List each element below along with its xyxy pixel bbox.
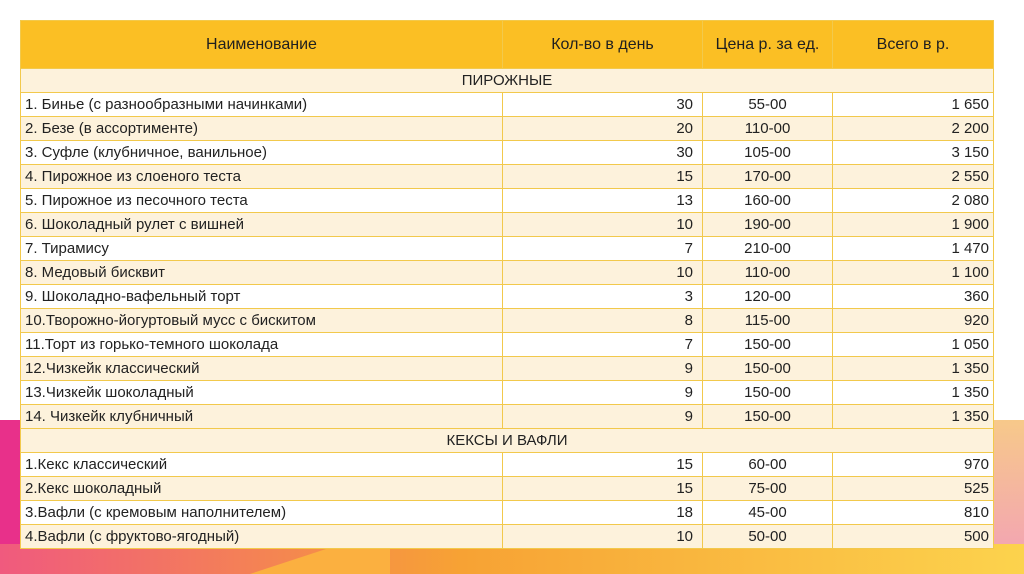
- table-row: [21, 357, 994, 381]
- table-row: [21, 189, 994, 213]
- cell-total: 1 470: [833, 237, 994, 261]
- cell-qty: 7: [503, 237, 703, 261]
- cell-price: 45-00: [703, 501, 833, 525]
- header-price: Цена р. за ед.: [703, 21, 833, 69]
- cell-qty: 18: [503, 501, 703, 525]
- cell-total: 970: [833, 453, 994, 477]
- table-row: [21, 309, 994, 333]
- cell-total: 2 200: [833, 117, 994, 141]
- cell-name: 8. Медовый бисквит: [21, 261, 503, 285]
- table-row: [21, 525, 994, 549]
- cell-name: 12.Чизкейк классический: [21, 357, 503, 381]
- table-row: [21, 333, 994, 357]
- table-header-row: [21, 21, 994, 69]
- cell-price: 120-00: [703, 285, 833, 309]
- table-row: [21, 237, 994, 261]
- price-table-container: [20, 20, 993, 549]
- cell-qty: 9: [503, 405, 703, 429]
- cell-price: 210-00: [703, 237, 833, 261]
- table-row: [21, 93, 994, 117]
- cell-total: 525: [833, 477, 994, 501]
- section-title: ПИРОЖНЫЕ: [21, 69, 994, 93]
- cell-qty: 15: [503, 165, 703, 189]
- cell-name: 4. Пирожное из слоеного теста: [21, 165, 503, 189]
- cell-name: 10.Творожно-йогуртовый мусс с бискитом: [21, 309, 503, 333]
- cell-qty: 30: [503, 141, 703, 165]
- cell-qty: 9: [503, 381, 703, 405]
- table-row: [21, 453, 994, 477]
- cell-total: 1 100: [833, 261, 994, 285]
- cell-price: 115-00: [703, 309, 833, 333]
- header-total: Всего в р.: [833, 21, 994, 69]
- cell-price: 110-00: [703, 117, 833, 141]
- cell-total: 1 900: [833, 213, 994, 237]
- cell-total: 360: [833, 285, 994, 309]
- cell-price: 150-00: [703, 381, 833, 405]
- cell-qty: 3: [503, 285, 703, 309]
- cell-total: 1 350: [833, 381, 994, 405]
- cell-price: 110-00: [703, 261, 833, 285]
- cell-qty: 13: [503, 189, 703, 213]
- cell-total: 1 350: [833, 405, 994, 429]
- cell-price: 150-00: [703, 357, 833, 381]
- cell-qty: 30: [503, 93, 703, 117]
- cell-name: 6. Шоколадный рулет с вишней: [21, 213, 503, 237]
- cell-name: 4.Вафли (с фруктово-ягодный): [21, 525, 503, 549]
- cell-name: 9. Шоколадно-вафельный торт: [21, 285, 503, 309]
- table-row: [21, 165, 994, 189]
- cell-name: 14. Чизкейк клубничный: [21, 405, 503, 429]
- cell-qty: 8: [503, 309, 703, 333]
- cell-total: 500: [833, 525, 994, 549]
- cell-name: 3. Суфле (клубничное, ванильное): [21, 141, 503, 165]
- cell-total: 2 550: [833, 165, 994, 189]
- cell-qty: 15: [503, 453, 703, 477]
- cell-qty: 9: [503, 357, 703, 381]
- cell-name: 7. Тирамису: [21, 237, 503, 261]
- cell-total: 2 080: [833, 189, 994, 213]
- header-name: Наименование: [21, 21, 503, 69]
- table-row: [21, 117, 994, 141]
- cell-price: 160-00: [703, 189, 833, 213]
- section-row: [21, 69, 994, 93]
- cell-price: 170-00: [703, 165, 833, 189]
- cell-price: 150-00: [703, 405, 833, 429]
- table-row: [21, 213, 994, 237]
- cell-name: 2.Кекс шоколадный: [21, 477, 503, 501]
- cell-qty: 15: [503, 477, 703, 501]
- price-table: [20, 20, 994, 549]
- cell-name: 11.Торт из горько-темного шоколада: [21, 333, 503, 357]
- cell-price: 55-00: [703, 93, 833, 117]
- section-title: КЕКСЫ И ВАФЛИ: [21, 429, 994, 453]
- cell-price: 60-00: [703, 453, 833, 477]
- cell-name: 13.Чизкейк шоколадный: [21, 381, 503, 405]
- table-row: [21, 141, 994, 165]
- table-row: [21, 477, 994, 501]
- cell-price: 50-00: [703, 525, 833, 549]
- cell-qty: 7: [503, 333, 703, 357]
- cell-name: 1. Бинье (с разнообразными начинками): [21, 93, 503, 117]
- table-row: [21, 501, 994, 525]
- cell-price: 75-00: [703, 477, 833, 501]
- section-row: [21, 429, 994, 453]
- cell-name: 3.Вафли (с кремовым наполнителем): [21, 501, 503, 525]
- cell-price: 105-00: [703, 141, 833, 165]
- cell-name: 5. Пирожное из песочного теста: [21, 189, 503, 213]
- cell-total: 1 050: [833, 333, 994, 357]
- table-row: [21, 405, 994, 429]
- cell-total: 1 350: [833, 357, 994, 381]
- cell-qty: 10: [503, 525, 703, 549]
- table-body: [21, 69, 994, 549]
- header-qty: Кол-во в день: [503, 21, 703, 69]
- cell-total: 1 650: [833, 93, 994, 117]
- table-row: [21, 381, 994, 405]
- table-row: [21, 285, 994, 309]
- cell-total: 810: [833, 501, 994, 525]
- cell-price: 190-00: [703, 213, 833, 237]
- cell-name: 1.Кекс классический: [21, 453, 503, 477]
- cell-qty: 10: [503, 213, 703, 237]
- cell-price: 150-00: [703, 333, 833, 357]
- cell-qty: 10: [503, 261, 703, 285]
- cell-total: 920: [833, 309, 994, 333]
- table-row: [21, 261, 994, 285]
- cell-total: 3 150: [833, 141, 994, 165]
- cell-name: 2. Безе (в ассортименте): [21, 117, 503, 141]
- cell-qty: 20: [503, 117, 703, 141]
